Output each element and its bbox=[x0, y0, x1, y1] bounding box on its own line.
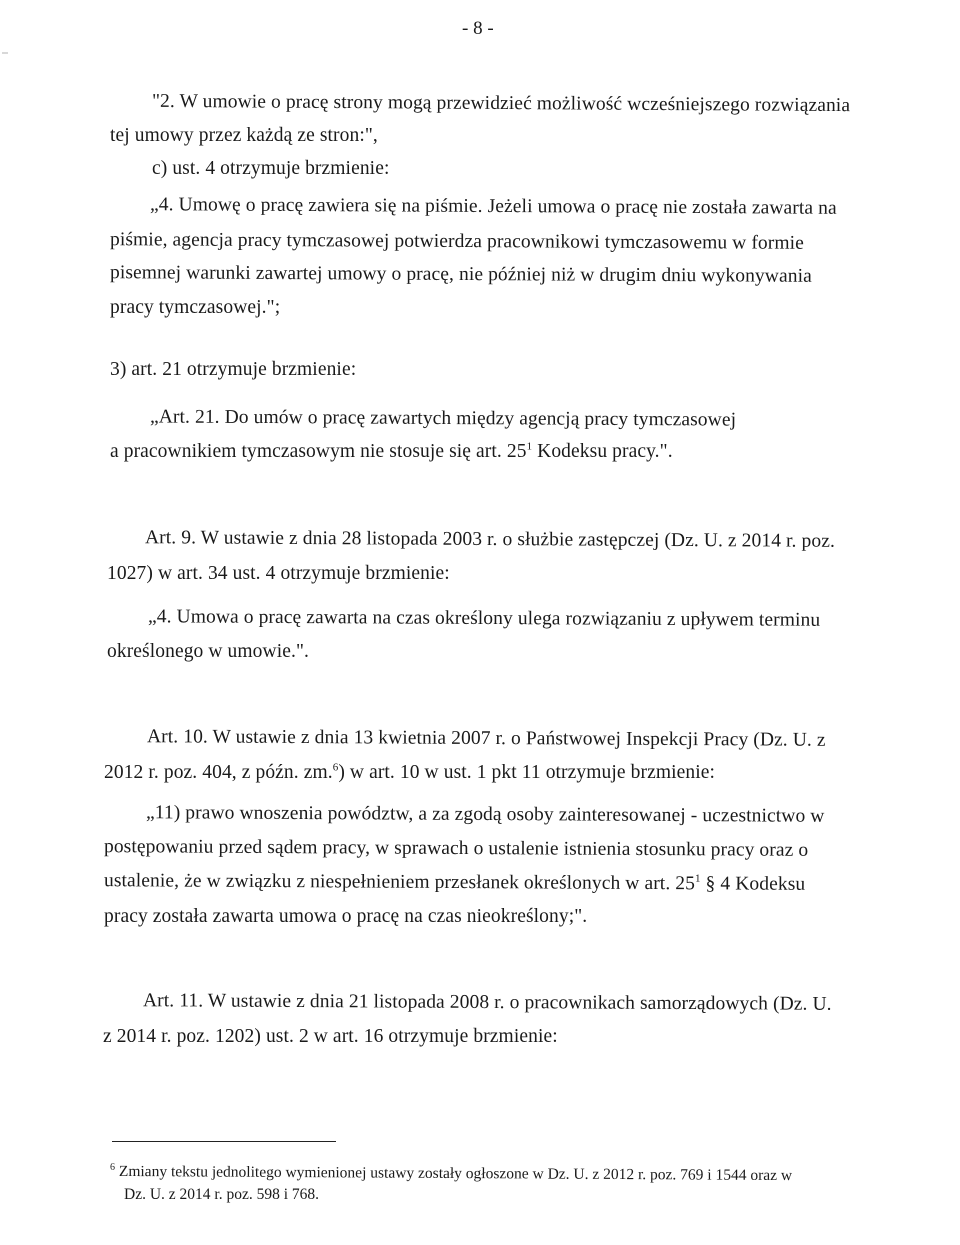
text-line: z 2014 r. poz. 1202) ust. 2 w art. 16 otrzymuje brzmienie: bbox=[103, 1026, 558, 1047]
text-line: tej umowy przez każdą ze stron:", bbox=[110, 125, 378, 146]
text-line: Art. 10. W ustawie z dnia 13 kwietnia 2007 r. o Państwowej Inspekcji Pracy (Dz. U. z bbox=[146, 726, 826, 751]
footnote-continuation: Dz. U. z 2014 r. poz. 598 i 768. bbox=[124, 1186, 320, 1203]
text-line: „4. Umowa o pracę zawarta na czas określony ulega rozwiązaniu z upływem terminu bbox=[147, 606, 821, 631]
text-line: 3) art. 21 otrzymuje brzmienie: bbox=[110, 359, 357, 380]
text-line: "2. W umowie o pracę strony mogą przewidzieć możliwość wcześniejszego rozwiązania bbox=[151, 90, 851, 117]
footnote: $^6$ Zmiany tekstu jednolitego wymienionej ustawy zostały ogłoszone w Dz. U. z 2012 r. poz. 769 i 1544 oraz w bbox=[109, 1161, 793, 1185]
text-line: pracy została zawarta umowa o pracę na czas nieokreślony;". bbox=[104, 906, 588, 927]
text-line: postępowaniu przed sądem pracy, w sprawach o ustalenie istnienia stosunku pracy oraz o bbox=[103, 836, 809, 861]
text-line: „Art. 21. Do umów o pracę zawartych między agencją pracy tymczasowej bbox=[149, 406, 737, 431]
text-line: 1027) w art. 34 ust. 4 otrzymuje brzmienie: bbox=[107, 563, 450, 584]
text-line: c) ust. 4 otrzymuje brzmienie: bbox=[152, 158, 390, 179]
text-line: Art. 11. W ustawie z dnia 21 listopada 2008 r. o pracownikach samorządowych (Dz. U. bbox=[142, 990, 832, 1015]
text-line: Art. 9. W ustawie z dnia 28 listopada 2003 r. o służbie zastępczej (Dz. U. z 2014 r. poz. bbox=[144, 527, 836, 552]
text-line: pisemnej warunki zawartej umowy o pracę, nie później niż w drugim dniu wykonywania bbox=[109, 262, 812, 287]
text-line: „4. Umowę o pracę zawiera się na piśmie. Jeżeli umowa o pracę nie została zawarta na bbox=[149, 194, 837, 219]
text-line: a pracownikiem tymczasowym nie stosuje się art. $25^1$ Kodeksu pracy.". bbox=[110, 440, 673, 462]
text-line: 2012 r. poz. 404, z późn. zm.$^6$) w art. 10 w ust. 1 pkt 11 otrzymuje brzmienie: bbox=[104, 761, 716, 783]
footnote-separator bbox=[112, 1141, 336, 1142]
text-line: pracy tymczasowej."; bbox=[110, 297, 281, 318]
text-line: ustalenie, że w związku z niespełnieniem przesłanek określonych w art. $25^1$ § 4 Kodeksu bbox=[103, 870, 806, 895]
text-line: „11) prawo wnoszenia powództw, a za zgodą osoby zainteresowanej - uczestnictwo w bbox=[145, 802, 825, 827]
text-line: piśmie, agencja pracy tymczasowej potwierdza pracownikowi tymczasowemu w formie bbox=[109, 229, 805, 254]
text-line: określonego w umowie.". bbox=[107, 641, 309, 662]
page-number: - 8 - bbox=[462, 18, 494, 39]
scan-mark bbox=[2, 52, 8, 54]
